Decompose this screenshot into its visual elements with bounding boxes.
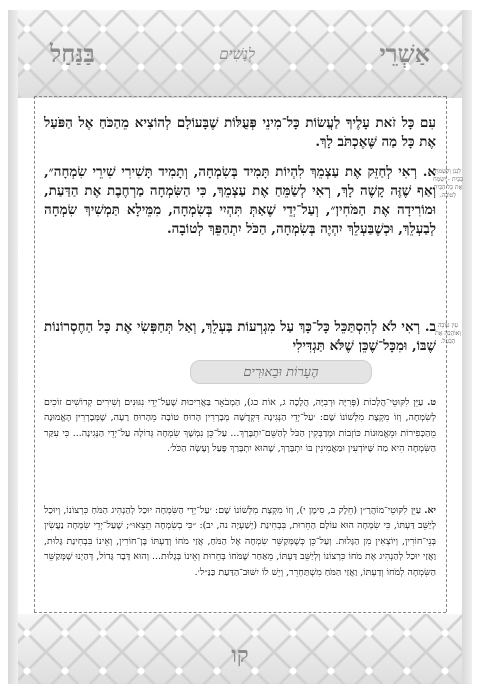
footnote-text: עַיֵּן לִקּוּטֵי־מוֹהֲרַ״ן (חֵלֶק ב, סִימָן י), וְזוֹ מִקְצָת מִלְּשׁוֹנוֹ שָׁם: ׳עַל־יְדֵי הַשִּׂמְחָה יוּכַל לְהַנְהִיג הַמֹּחַ כִּרְצוֹנוֹ, וְיוּכַל לְיַשֵּׁב דַּעְתּוֹ, כִּי שִׂמְחָה הוּא עוֹלָם הַחֵרוּת, בִּבְחִינַת (יְשַׁעְיָה נה, יב): ״כִּי בְשִׂמְחָה תֵצֵאוּ״; שֶׁעַל־יְדֵי שִׂמְחָה נַעֲשִׂין בְּנֵי־חוֹרִין, וְיוֹצְאִין מִן הַגָּלוּת. וְעַל־כֵּן כְּשֶׁמְּקַשֵּׁר שִׂמְחָה אֶל הַמֹּחַ, אֲזַי מֹחוֹ וְדַעְתּוֹ בֶּן־חוֹרִין, וְאֵינוֹ בִּבְחִינַת גָּלוּת, וַאֲזַי יוּכַל לְהַנְהִיג אֶת מֹחוֹ כִּרְצוֹנוֹ וְלְיַשֵּׁב דַּעְתּוֹ, מֵאַחַר שֶׁמֹּחוֹ בְּחֵרוּת וְאֵינוֹ בְּגָלוּת... וְהוּא דָּבָר גָּדוֹל, דְּהַיְנוּ שֶׁמְּקַשֵּׁר הַשִּׂמְחָה לְמֹחוֹ וְדַעְתּוֹ, וַאֲזַי הַמֹּחַ מִשְׁתַּחְרֵר, וְיֵשׁ לוֹ יִשּׁוּב־הַדַּעַת כַּנַּ״ל׳. [44, 505, 436, 578]
footnote-text: עַיֵּן לִקּוּטֵי־הֲלָכוֹת (פְּרִיָּה וּרְבִיָּה, הֲלָכָה ג, אוֹת כג), הַמְבֹאָר בַּאֲרִיכוּת שֶׁעַל־יְדֵי נִגּוּנִים וְשִׁירִים קְדוֹשִׁים זוֹכִים לְשִׂמְחָה, וְזוֹ מִקְצָת מִלְּשׁוֹנוֹ שָׁם: ׳עַל־יְדֵי הַנְּגִינָה דִּקְדֻשָּׁה מְבָרְרִין הָרוּחַ טוֹבָה מֵהָרוּחַ רָעָה, שֶׁמְּבָרְרִין הָאֱמוּנָה מֵהַכְּפִירוֹת וּמֵאֱמוּנוֹת כּוֹזְבוֹת וּמְדַבְּקִין הַכֹּל לְהַשֵּׁם־יִתְבָּרַךְ... עַל־כֵּן נִמְשָׁךְ שִׂמְחָה גְּדוֹלָה עַל־יְדֵי הַנְּגִינָה... כִּי עִקַּר הַשִּׂמְחָה הִיא מַה שֶּׁיּוֹדְעִין וּמַאֲמִינִין בּוֹ יִתְבָּרַךְ, שֶׁהוּא יִתְבָּרַךְ פָּעַל וְעָשָׂה הַכֹּל׳. [44, 397, 436, 455]
footnote-number: ט. [427, 397, 436, 408]
notes-title: הֶעָרוֹת וּבֵאוּרִים [243, 365, 319, 380]
notes-section-banner [190, 360, 372, 384]
book-subtitle: לְנָשִׁים [219, 44, 256, 63]
paragraph-b-letter: ב. [424, 319, 436, 335]
margin-note-b: עַיִן טוֹבָה וְאוֹהֲבָה אֶת הַבַּעַל. [435, 322, 461, 345]
left-border [8, 10, 18, 684]
book-title: אַשְׁרֵי [379, 39, 430, 68]
paragraph-b [44, 318, 436, 356]
paragraph-b-text: רְאִי לֹא לְהִסְתַּכֵּל כָּל־כָּךְ עַל מִגְרְעוֹת בַּעְלֵךְ, וְאַל תְּחַפְּשִׂי אֶת כָּל הַחֶסְרוֹנוֹת שֶׁבּוֹ, וּמִכָּל־שֶׁכֵּן שֶׁלֹּא תַּגְדִּילִי [44, 319, 436, 354]
footnote-number: יא. [424, 505, 436, 516]
dashed-guide-bottom [34, 612, 446, 613]
paragraph-a [44, 163, 436, 239]
paragraph-a-letter: א. [422, 164, 436, 180]
footnote [44, 503, 436, 580]
page-number: קו [231, 642, 249, 668]
dashed-guide-left [34, 96, 35, 612]
dashed-guide-top [34, 96, 446, 97]
right-border [462, 10, 472, 684]
running-header [50, 34, 430, 74]
section-title: בַּנַּחַל [50, 39, 95, 68]
footnote [44, 395, 436, 457]
paragraph-a-text: רְאִי לְחַזֵּק אֶת עַצְמֵךְ לִהְיוֹת תָּמִיד בְּשִׂמְחָה, וְתָמִיד תָּשִׁירִי שִׁירֵי שִׂמְחָה״, וְאַף שֶׁזֶּה קָשֶׁה לָךְ, רְאִי לְשַׂמֵּחַ אֶת עַצְמֵךְ, כִּי הַשִּׂמְחָה מַרְחֶבֶת אֶת הַדַּעַת, וּמוֹרִידָה אֶת הַמֹּחִין״, וְעַל־יְדֵי שֶׁאַתְּ תִּהְיִי בְּשִׂמְחָה, מִמֵּילָא תַּמְשִׁיךְ שִׂמְחָה לְבַעְלֵךְ, וּכְשֶׁבַּעְלֵךְ יִהְיֶה בְּשִׂמְחָה, הַכֹּל יִתְהַפֵּךְ לְטוֹבָה. [44, 164, 436, 237]
margin-note-a: לִגְנֹן וְלִשְׂמֹחַ בַּבַּיִת - יִשְׂמַח אֶת כָּל הַבַּיִת לְטוֹבָה. [433, 168, 463, 199]
intro-paragraph: עִם כָּל זֹאת עָלֶיךָ לַעֲשׂוֹת כָּל־מִינֵי פְּעֻלּוֹת שֶׁבָּעוֹלָם לְהוֹצִיא מֵהַכֹּחַ אֶל הַפֹּעַל אֶת כָּל מַה שֶּׁאֶכְתֹּב לָךְ. [44, 115, 436, 150]
